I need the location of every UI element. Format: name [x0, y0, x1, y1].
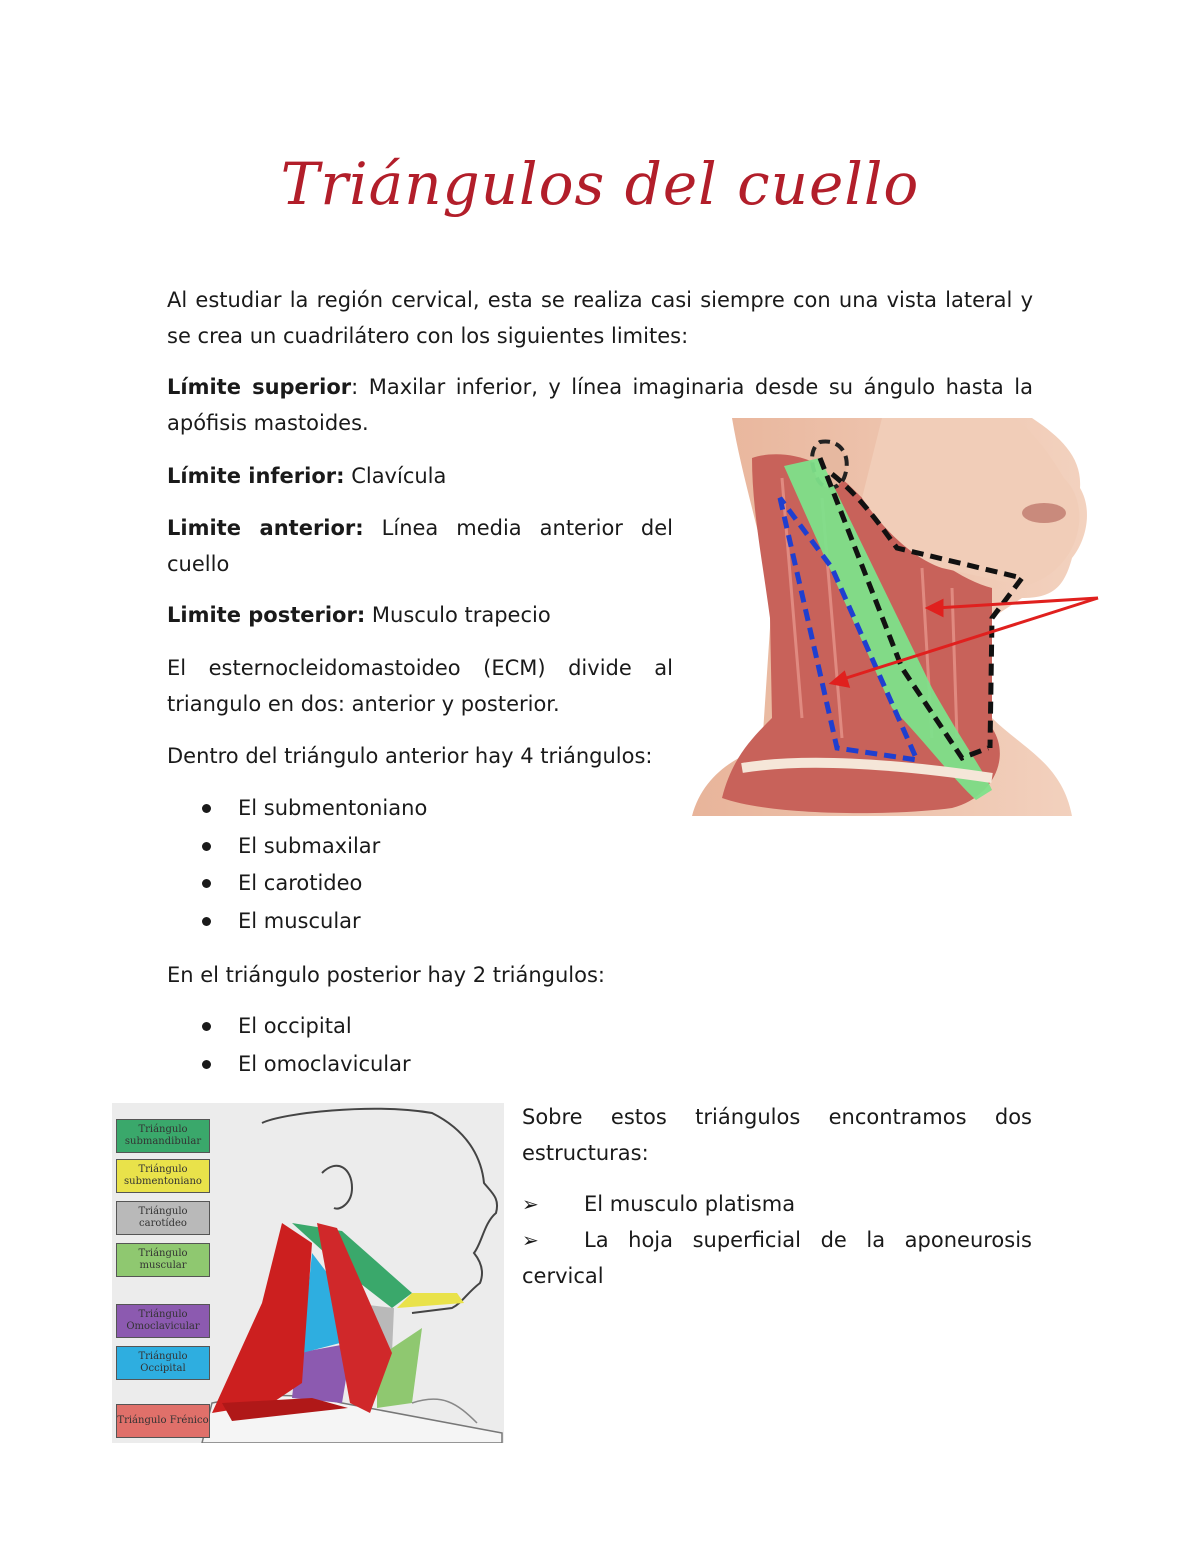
list-item: El muscular: [200, 903, 427, 941]
intro-paragraph: Al estudiar la región cervical, esta se realiza casi siempre con una vista lateral y se crea un cuadrilátero con los siguientes limites:: [167, 288, 1033, 348]
limit-posterior-label: Limite posterior:: [167, 603, 366, 627]
limit-superior-label: Límite superior: [167, 375, 352, 399]
structures-list: [522, 1186, 1032, 1294]
list-item: El occipital: [200, 1008, 411, 1046]
neck-anatomy-figure: [692, 418, 1108, 816]
limit-posterior: [167, 597, 673, 633]
limit-inferior-label: Límite inferior:: [167, 464, 345, 488]
legend-muscular: Triángulo muscular: [116, 1243, 210, 1277]
limit-posterior-text: Musculo trapecio: [365, 603, 551, 627]
list-item: El submaxilar: [200, 828, 427, 866]
legend-submentoniano: Triángulo submentoniano: [116, 1159, 210, 1193]
limit-anterior-text: Línea media anterior del cuello: [167, 516, 673, 576]
legend-frenico: Triángulo Frénico: [116, 1404, 210, 1438]
posterior-list: [200, 1008, 411, 1083]
list-item: El submentoniano: [200, 790, 427, 828]
anterior-heading: Dentro del triángulo anterior hay 4 triángulos:: [167, 744, 653, 768]
mouth: [1022, 503, 1066, 523]
bullet-icon: [202, 1022, 211, 1031]
bullet-icon: [202, 842, 211, 851]
legend-occipital: Triángulo Occipital: [116, 1346, 210, 1380]
bullet-icon: [202, 1060, 211, 1069]
list-item: El carotideo: [200, 865, 427, 903]
list-item: ➢ El musculo platisma: [522, 1186, 1032, 1222]
bullet-icon: [202, 804, 211, 813]
legend-submandibular: Triángulo submandibular: [116, 1119, 210, 1153]
limit-anterior: [167, 510, 673, 582]
limit-inferior-text: Clavícula: [344, 464, 447, 488]
limit-superior-text: : Maxilar inferior, y línea imaginaria desde su ángulo hasta la apófisis mastoides.: [167, 375, 1033, 435]
ecm-paragraph: El esternocleidomastoideo (ECM) divide al triangulo en dos: anterior y posterior.: [167, 656, 673, 716]
list-item: El omoclavicular: [200, 1046, 411, 1084]
legend-omoclavicular: Triángulo Omoclavicular: [116, 1304, 210, 1338]
anterior-list: [200, 790, 427, 940]
list-item: ➢ La hoja superficial de la aponeurosis cervical: [522, 1222, 1032, 1294]
limit-anterior-label: Limite anterior:: [167, 516, 364, 540]
arrowhead-bullet-icon: ➢: [522, 1228, 539, 1252]
structures-heading: Sobre estos triángulos encontramos dos estructuras:: [522, 1105, 1032, 1165]
legend-carotideo: Triángulo carotídeo: [116, 1201, 210, 1235]
posterior-heading: En el triángulo posterior hay 2 triángulos:: [167, 963, 605, 987]
bullet-icon: [202, 917, 211, 926]
bullet-icon: [202, 879, 211, 888]
page-title: Triángulos del cuello: [280, 150, 920, 218]
limit-inferior: [167, 458, 673, 494]
arrowhead-bullet-icon: ➢: [522, 1192, 539, 1216]
